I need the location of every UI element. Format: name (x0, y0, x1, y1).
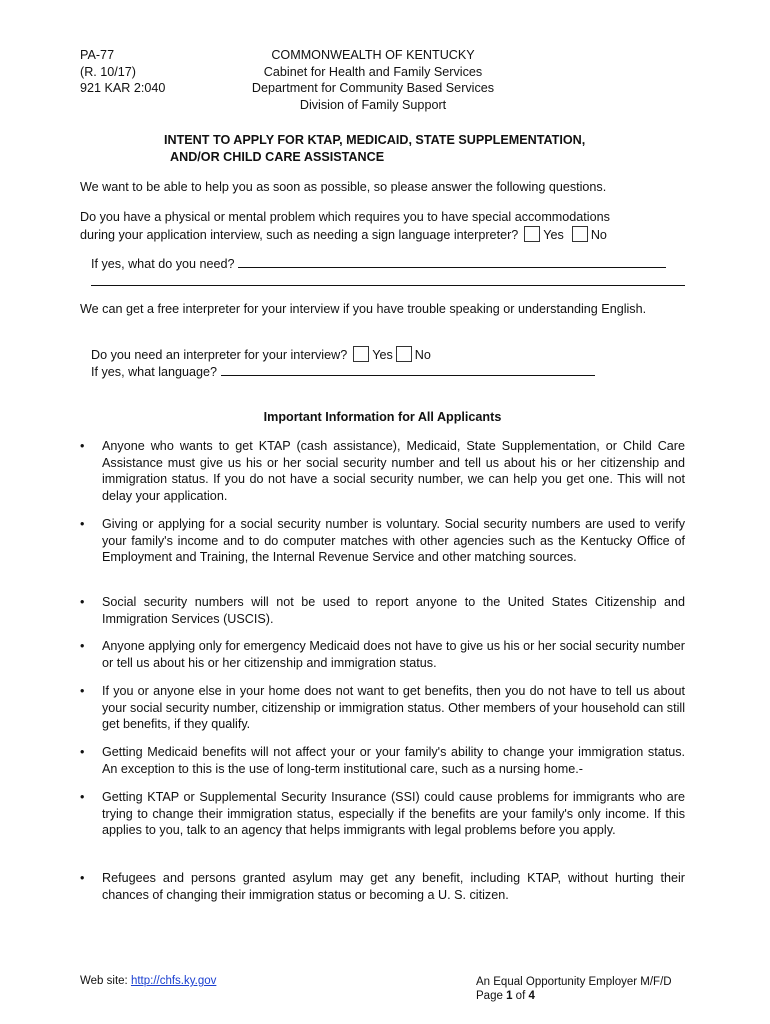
bullet-dot: • (80, 684, 85, 698)
page-total: 4 (528, 990, 535, 1002)
accommodation-yes-checkbox[interactable] (524, 226, 540, 242)
bullet-dot: • (80, 595, 85, 609)
important-info-heading: Important Information for All Applicants (263, 410, 502, 424)
accommodation-no-label: No (590, 227, 607, 242)
form-regulation: 921 KAR 2:040 (80, 81, 166, 95)
accommodation-yes-label: Yes (543, 227, 564, 242)
bullet-text: Anyone who wants to get KTAP (cash assistance), Medicaid, State Supplementation, or Child Care Assistance must give us his or her social security number and tell us about his or her citizenship and immigration status. If you do not have a social security number, we can help you get one. This will not delay your application. (102, 439, 685, 503)
title-line-1: INTENT TO APPLY FOR KTAP, MEDICAID, STATE SUPPLEMENTATION, (164, 133, 586, 147)
intro-text: We want to be able to help you as soon as possible, so please answer the following questions. (80, 180, 607, 194)
accommodation-question-line1: Do you have a physical or mental problem which requires you to have special accommodations (80, 210, 610, 224)
of-word: of (515, 990, 526, 1002)
bullet-text: If you or anyone else in your home does not want to get benefits, then you do not have to tell us about your social security number, citizenship or immigration status. Other members of your household can still get benefits, if they qualify. (102, 684, 685, 731)
footer-right (476, 975, 672, 1003)
interpreter-yes-checkbox[interactable] (353, 346, 369, 362)
bullet-dot: • (80, 745, 85, 759)
bullet-dot: • (80, 439, 85, 453)
accommodation-question-line2: during your application interview, such as needing a sign language interpreter? (80, 227, 519, 242)
bullet-text: Getting KTAP or Supplemental Security Insurance (SSI) could cause problems for immigrants who are trying to change their immigration status, especially if the benefits are your family's only income. If this applies to you, talk to an agency that helps immigrants with legal problems before you apply. (102, 790, 685, 837)
info-bullet (80, 683, 685, 733)
form-header-left (80, 47, 165, 97)
page-number: 1 (506, 990, 513, 1002)
interpreter-language-label: If yes, what language? (91, 365, 218, 379)
accommodation-followup-label: If yes, what do you need? (91, 257, 235, 271)
accommodation-followup-row (91, 255, 666, 271)
accommodation-needs-field-line2-row (91, 273, 685, 289)
website-label: Web site: (80, 975, 128, 987)
website-link[interactable]: http://chfs.ky.gov (130, 975, 217, 987)
equal-opportunity-text: An Equal Opportunity Employer M/F/D (476, 976, 672, 988)
bullet-dot: • (80, 517, 85, 531)
page-word: Page (476, 990, 503, 1002)
bullet-dot: • (80, 871, 85, 885)
info-bullet (80, 438, 685, 504)
interpreter-question: Do you need an interpreter for your interview? (91, 348, 348, 362)
footer-website (80, 975, 216, 987)
accommodation-question (80, 209, 685, 243)
info-bullet (80, 744, 685, 777)
interpreter-no-checkbox[interactable] (396, 346, 412, 362)
agency-header (200, 47, 546, 113)
info-bullet (80, 638, 685, 671)
agency-line: COMMONWEALTH OF KENTUCKY (271, 48, 475, 62)
bullet-dot: • (80, 639, 85, 653)
bullet-text: Social security numbers will not be used to report anyone to the United States Citizenship and Immigration Services (USCIS). (102, 595, 685, 626)
interpreter-notice: We can get a free interpreter for your interview if you have trouble speaking or understanding English. (80, 302, 647, 316)
accommodation-no-checkbox[interactable] (572, 226, 588, 242)
bullet-text: Anyone applying only for emergency Medicaid does not have to give us his or her social security number or tell us about his or her citizenship and immigration status. (102, 639, 685, 670)
bullet-text: Giving or applying for a social security number is voluntary. Social security numbers are used to verify your family's income and to do computer matches with other agencies such as the Kentucky Office of Employment and Training, the Internal Revenue Service and other matching sources. (102, 517, 685, 564)
form-revision: (R. 10/17) (80, 64, 136, 79)
agency-line: Department for Community Based Services (251, 81, 495, 95)
info-bullet (80, 789, 685, 839)
interpreter-language-row (91, 363, 595, 379)
title-line-2: AND/OR CHILD CARE ASSISTANCE (170, 149, 385, 164)
info-bullet (80, 870, 685, 903)
accommodation-question-row (80, 226, 685, 244)
interpreter-question-row (91, 346, 431, 364)
page-title (80, 132, 690, 165)
form-id: PA-77 (80, 48, 115, 62)
interpreter-yes-label: Yes (372, 348, 393, 362)
bullet-text: Getting Medicaid benefits will not affect your or your family's ability to change your immigration status. An exception to this is the use of long-term institutional care, such as a nursing home.- (102, 745, 685, 776)
page-indicator (476, 989, 672, 1003)
bullet-dot: • (80, 790, 85, 804)
info-bullet (80, 594, 685, 627)
agency-line: Division of Family Support (299, 97, 447, 112)
bullet-text: Refugees and persons granted asylum may get any benefit, including KTAP, without hurting their chances of changing their immigration status or becoming a U. S. citizen. (102, 871, 685, 902)
accommodation-needs-field[interactable] (238, 255, 666, 268)
accommodation-needs-field-line2[interactable] (91, 273, 685, 286)
interpreter-no-label: No (414, 348, 431, 362)
info-bullet (80, 516, 685, 566)
agency-line: Cabinet for Health and Family Services (263, 64, 483, 79)
interpreter-language-field[interactable] (221, 363, 595, 376)
